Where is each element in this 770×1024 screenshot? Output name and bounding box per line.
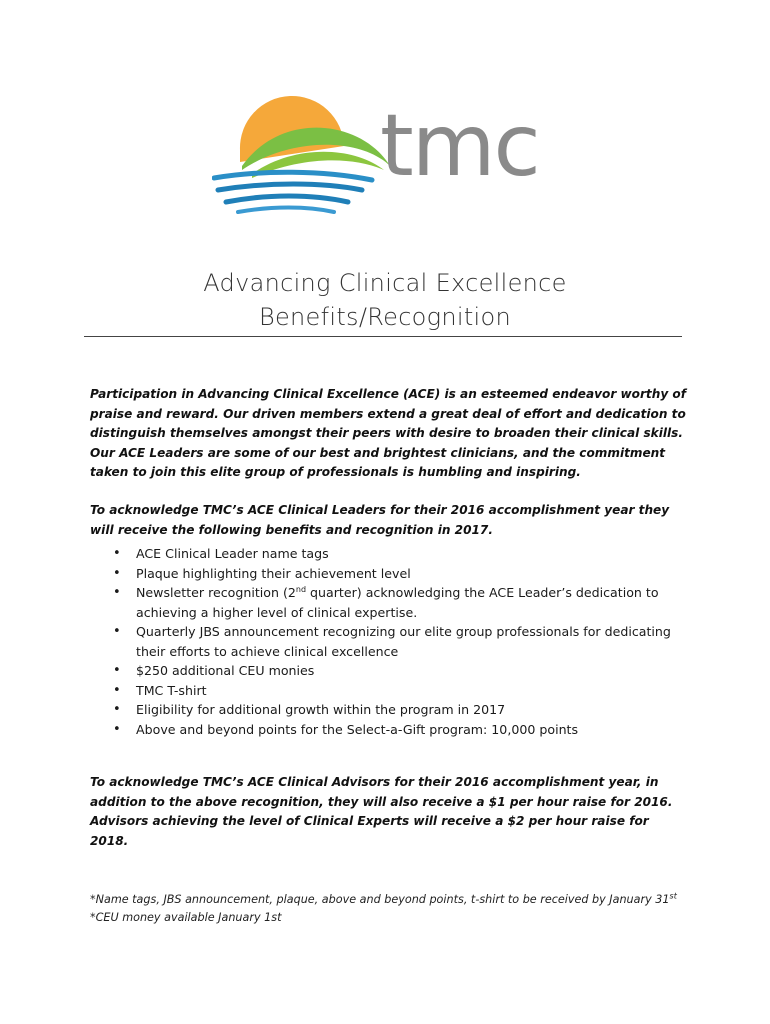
benefit-item: • Above and beyond points for the Select-a-Gift program: 10,000 points bbox=[90, 720, 690, 740]
footnote: *CEU money available January 1st bbox=[90, 911, 282, 924]
logo-mark bbox=[214, 96, 390, 212]
page-title: Advancing Clinical Excellence bbox=[203, 269, 567, 297]
logo-wordmark: tmc bbox=[380, 96, 539, 196]
benefit-item: • Plaque highlighting their achievement level bbox=[90, 564, 690, 584]
benefit-item: • Quarterly JBS announcement recognizing our elite group professionals for dedicating their efforts to achieve clinical excellence bbox=[90, 622, 690, 661]
logo-wave-1 bbox=[214, 172, 372, 180]
logo-wave-2 bbox=[218, 184, 362, 190]
footnote-text: *Name tags, JBS announcement, plaque, above and beyond points, t-shirt to be received by January 31 bbox=[90, 893, 670, 906]
logo-wave-3 bbox=[226, 196, 348, 202]
benefit-item: • Eligibility for additional growth within the program in 2017 bbox=[90, 700, 690, 720]
benefit-item: • ACE Clinical Leader name tags bbox=[90, 544, 690, 564]
benefit-item bbox=[90, 583, 690, 622]
advisors-acknowledgement: To acknowledge TMC’s ACE Clinical Advisors for their 2016 accomplishment year, in addition to the above recognition, they will also receive a $1 per hour raise for 2016. Advisors achieving the level of Clinical Experts will receive a $2 per hour raise for 2018. bbox=[90, 775, 673, 848]
benefit-item: • TMC T-shirt bbox=[90, 681, 690, 701]
intro-paragraph: Participation in Advancing Clinical Excellence (ACE) is an esteemed endeavor worthy of praise and reward. Our driven members extend a great deal of effort and dedication to distinguish themselves amongst their peers with desire to broaden their clinical skills. Our ACE Leaders are some of our best and brightest clinicians, and the commitment taken to join this elite group of professionals is humbling and inspiring. bbox=[90, 387, 686, 480]
ordinal-suffix: nd bbox=[295, 584, 307, 594]
footnote bbox=[90, 891, 710, 909]
benefit-text: quarter) acknowledging the ACE Leader’s dedication to achieving a higher level of clinical expertise. bbox=[136, 585, 659, 620]
benefit-text: Newsletter recognition (2 bbox=[136, 585, 296, 600]
page-subtitle: Benefits/Recognition bbox=[258, 303, 512, 331]
leaders-acknowledgement: To acknowledge TMC’s ACE Clinical Leaders for their 2016 accomplishment year they will receive the following benefits and recognition in 2017. bbox=[90, 503, 670, 537]
benefit-item: • $250 additional CEU monies bbox=[90, 661, 690, 681]
ordinal-suffix: st bbox=[669, 891, 677, 901]
title-divider bbox=[84, 336, 682, 337]
logo-wave-4 bbox=[238, 208, 334, 213]
tmc-logo bbox=[212, 90, 562, 220]
benefits-list bbox=[90, 544, 690, 739]
